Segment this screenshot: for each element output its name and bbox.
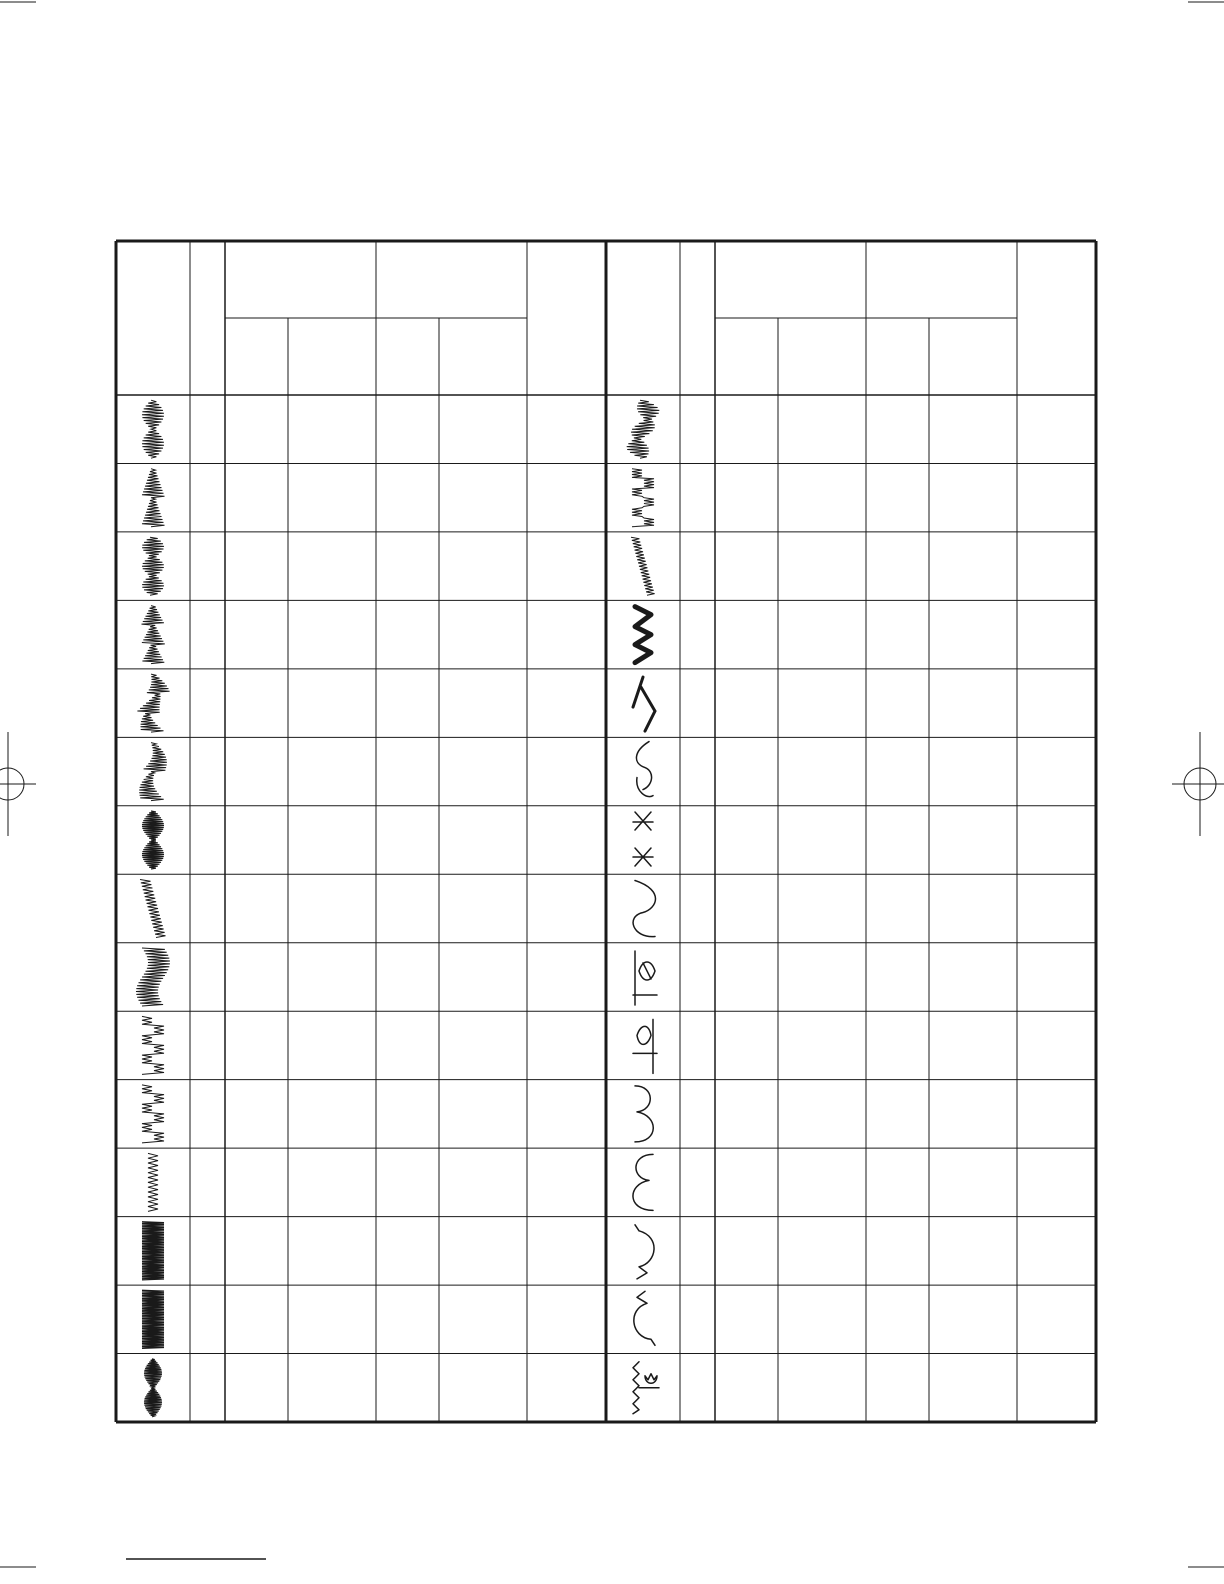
scallop-left-stitch-icon (633, 1154, 653, 1210)
zigzag-wave-stitch-icon (142, 537, 164, 595)
hook-scallop-reverse-stitch-icon (634, 1291, 655, 1345)
cross-bow-stitch-icon (633, 812, 653, 866)
zigzag-stair-stitch-icon (631, 537, 655, 595)
satin-oval-stitch-icon (144, 1359, 162, 1417)
satin-scallop-reverse-stitch-icon (142, 1290, 164, 1348)
serpentine-stitch-icon (633, 881, 655, 937)
scallop-right-stitch-icon (635, 1086, 653, 1142)
satin-arc-stitch-icon (136, 948, 170, 1006)
satin-diamond-stitch-icon (142, 811, 164, 869)
zigzag-arrow-stitch-icon (142, 469, 165, 527)
zigzag-curve-stitch-icon (140, 880, 166, 938)
crop-marks (0, 2, 1224, 1567)
hook-scallop-stitch-icon (635, 1225, 654, 1279)
zigzag-square-stitch-icon (148, 1153, 158, 1211)
stitch-icon-column-left (136, 400, 170, 1417)
chevron-stitch-icon (633, 677, 655, 731)
zigzag-crenel-stitch-icon (632, 469, 654, 527)
leaf-vine-stitch-icon (636, 742, 653, 797)
stitch-icon-column-right (627, 400, 660, 1414)
zigzag-diamond-stitch-icon (142, 400, 164, 458)
flower-stem-reverse-stitch-icon (633, 1019, 657, 1073)
zigzag-slant-stitch-icon (142, 1016, 164, 1074)
satin-scallop-stitch-icon (142, 1222, 164, 1280)
zigzag-lightning-stitch-icon (142, 1085, 164, 1143)
zigzag-pyramid-stitch-icon (137, 674, 169, 732)
zigzag-triangle-stitch-icon (142, 606, 165, 664)
flower-stem-stitch-icon (633, 951, 657, 1005)
zigzag-step-stitch-icon (139, 743, 167, 801)
satin-bar-stitch-icon (635, 607, 651, 663)
zigzag-serpentine-stitch-icon (627, 400, 660, 458)
table-grid (116, 241, 1096, 1422)
tulip-stitch-icon (633, 1362, 659, 1414)
